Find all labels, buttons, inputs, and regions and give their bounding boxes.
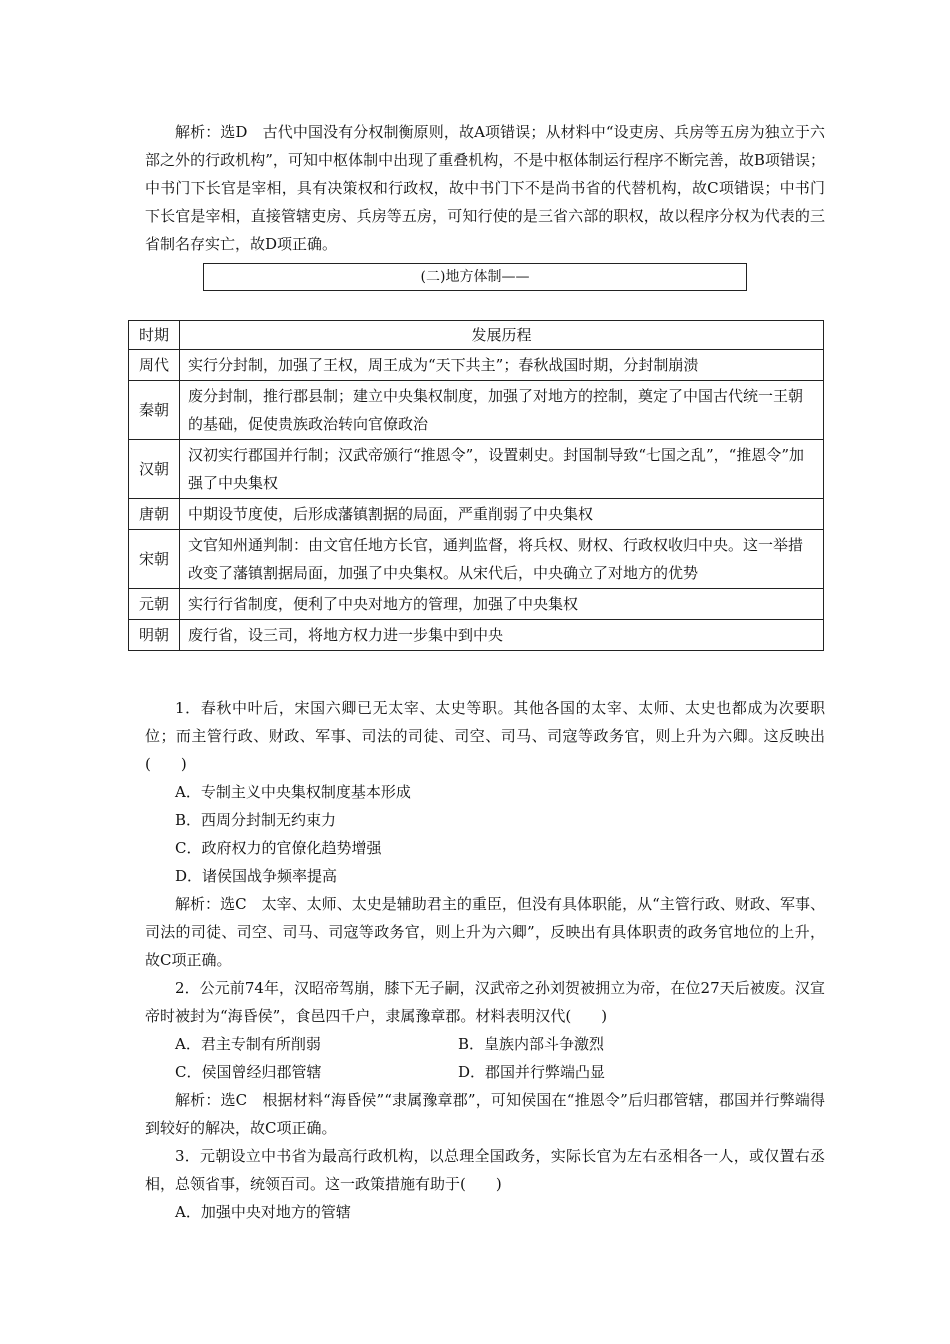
- period-cell: 汉朝: [129, 440, 180, 499]
- development-cell: 废行省，设三司，将地方权力进一步集中到中央: [180, 620, 824, 651]
- development-cell: 中期设节度使，后形成藩镇割据的局面，严重削弱了中央集权: [180, 499, 824, 530]
- question-1-option-a: A．专制主义中央集权制度基本形成: [175, 783, 411, 801]
- table-row: [129, 381, 824, 440]
- development-cell: 实行行省制度，便利了中央对地方的管理，加强了中央集权: [180, 589, 824, 620]
- question-1-stem: 1．春秋中叶后，宋国六卿已无太宰、太史等职。其他各国的太宰、太师、太史也都成为次要职位；而主管行政、财政、军事、司法的司徒、司空、司马、司寇等政务官，则上升为六卿。这反映出( ): [145, 699, 825, 773]
- question-1-option-c: C．政府权力的官僚化趋势增强: [175, 839, 382, 857]
- question-2-option-c: C．侯国曾经归郡管辖: [175, 1063, 322, 1081]
- table-row: [129, 620, 824, 651]
- table-row: [129, 499, 824, 530]
- question-2-option-b: B．皇族内部斗争激烈: [458, 1035, 605, 1053]
- period-cell: 唐朝: [129, 499, 180, 530]
- table-row: [129, 589, 824, 620]
- analysis-paragraph: 解析：选D 古代中国没有分权制衡原则，故A项错误；从材料中“设吏房、兵房等五房为独立于六部之外的行政机构”，可知中枢体制中出现了重叠机构，不是中枢体制运行程序不断完善，故B项错误；中书门下长官是宰相，具有决策权和行政权，故中书门下不是尚书省的代替机构，故C项错误；中书门下长官是宰相，直接管辖吏房、兵房等五房，可知行使的是三省六部的职权，故以程序分权为代表的三省制名存实亡，故D项正确。: [145, 123, 825, 253]
- section-title: (二)地方体制——: [203, 263, 747, 291]
- table-row: [129, 350, 824, 381]
- question-3-option-a: A．加强中央对地方的管辖: [175, 1203, 351, 1221]
- development-cell: 汉初实行郡国并行制；汉武帝颁行“推恩令”，设置刺史。封国制导致“七国之乱”，“推恩令”加强了中央集权: [180, 440, 824, 499]
- development-cell: 实行分封制，加强了王权，周王成为“天下共主”；春秋战国时期，分封制崩溃: [180, 350, 824, 381]
- question-3-stem: 3．元朝设立中书省为最高行政机构，以总理全国政务，实际长官为左右丞相各一人，或仅置右丞相，总领省事，统领百司。这一政策措施有助于( ): [145, 1147, 825, 1193]
- period-cell: 宋朝: [129, 530, 180, 589]
- question-2-stem: 2．公元前74年，汉昭帝驾崩，膝下无子嗣，汉武帝之孙刘贺被拥立为帝，在位27天后被废。汉宣帝时被封为“海昏侯”，食邑四千户，隶属豫章郡。材料表明汉代( ): [145, 979, 825, 1025]
- header-period: 时期: [129, 321, 180, 350]
- question-1-option-b: B．西周分封制无约束力: [175, 811, 337, 829]
- question-1-analysis: 解析：选C 太宰、太师、太史是辅助君主的重臣，但没有具体职能，从“主管行政、财政、军事、司法的司徒、司空、司马、司寇等政务官，则上升为六卿”，反映出有具体职责的政务官地位的上升，故C项正确。: [145, 895, 825, 969]
- question-1-option-d: D．诸侯国战争频率提高: [175, 867, 338, 885]
- history-table: [128, 320, 824, 651]
- table-header-row: [129, 321, 824, 350]
- question-2-option-a: A．君主专制有所削弱: [175, 1035, 321, 1053]
- development-cell: 文官知州通判制：由文官任地方长官，通判监督，将兵权、财权、行政权收归中央。这一举措改变了藩镇割据局面，加强了中央集权。从宋代后，中央确立了对地方的优势: [180, 530, 824, 589]
- period-cell: 秦朝: [129, 381, 180, 440]
- period-cell: 元朝: [129, 589, 180, 620]
- header-development: 发展历程: [180, 321, 824, 350]
- question-2-option-d: D．郡国并行弊端凸显: [458, 1063, 606, 1081]
- period-cell: 明朝: [129, 620, 180, 651]
- question-2-analysis: 解析：选C 根据材料“海昏侯”“隶属豫章郡”，可知侯国在“推恩令”后归郡管辖，郡国并行弊端得到较好的解决，故C项正确。: [145, 1091, 825, 1137]
- period-cell: 周代: [129, 350, 180, 381]
- table-row: [129, 440, 824, 499]
- table-row: [129, 530, 824, 589]
- development-cell: 废分封制，推行郡县制；建立中央集权制度，加强了对地方的控制，奠定了中国古代统一王朝的基础，促使贵族政治转向官僚政治: [180, 381, 824, 440]
